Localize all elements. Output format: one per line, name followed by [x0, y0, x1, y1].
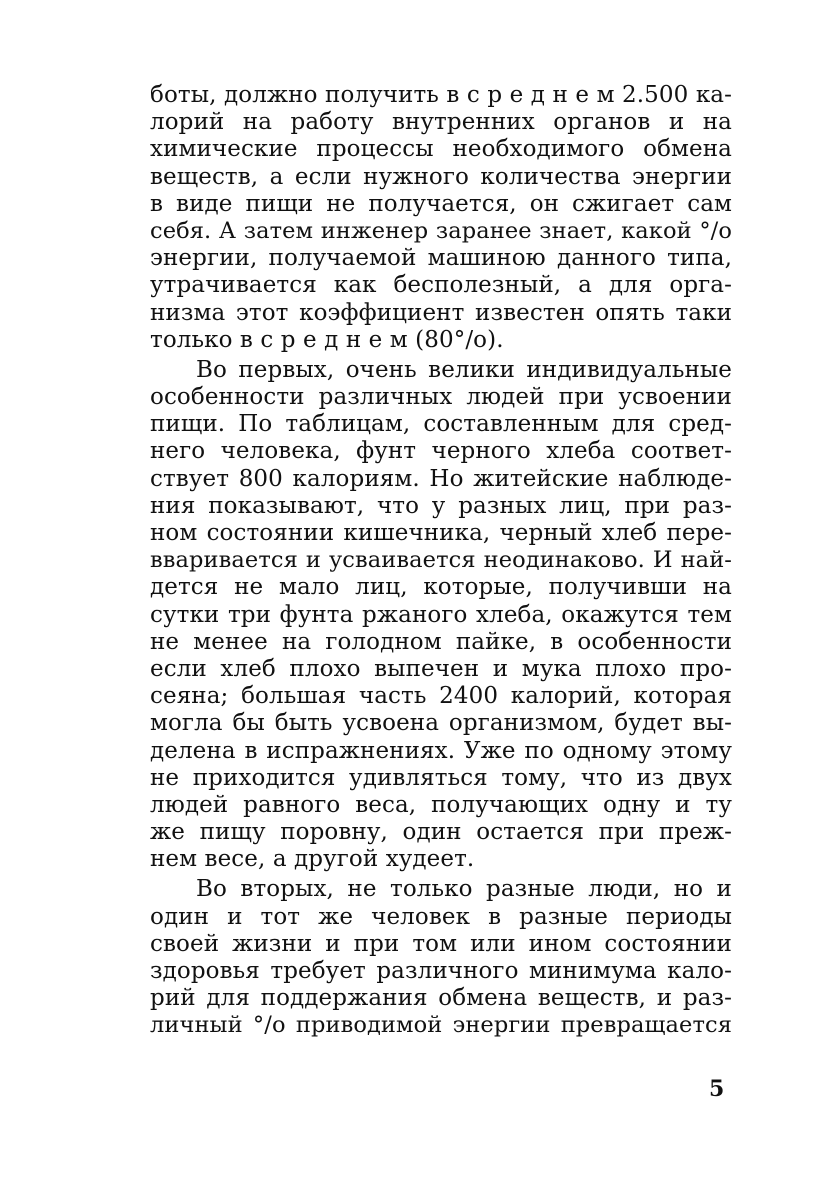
text-line: только в с р е д н е м (80°/о). — [150, 326, 504, 353]
text-line: один и тот же человек в разные периоды — [150, 903, 732, 930]
text-line: Во вторых, не только разные люди, но и — [196, 876, 732, 903]
text-line: утрачивается как бесполезный, а для орга- — [150, 272, 732, 299]
text-line: него человека, фунт черного хлеба соответ- — [150, 438, 732, 465]
text-line: боты, должно получить в с р е д н е м 2.500 ка- — [150, 82, 732, 108]
text-line: здоровья требует различного минимума кало- — [150, 958, 732, 984]
text-line: если хлеб плохо выпечен и мука плохо про- — [150, 655, 732, 682]
text-line: ствует 800 калориям. Но житейские наблюде- — [150, 465, 732, 492]
text-line: низма этот коэффициент известен опять таки — [150, 299, 732, 326]
text-line: вваривается и усваивается неодинаково. И най- — [150, 547, 732, 574]
text-line: нем весе, а другой худеет. — [150, 846, 475, 873]
text-line: не приходится удивляться тому, что из двух — [150, 764, 732, 791]
body-text — [150, 82, 732, 1040]
text-line: делена в испражнениях. Уже по одному этому — [150, 737, 732, 764]
paragraph-2 — [150, 357, 732, 874]
text-line: ном состоянии кишечника, черный хлеб пере- — [150, 520, 732, 546]
text-line: людей равного веса, получающих одну и ту — [150, 791, 732, 818]
paragraph-1 — [150, 82, 732, 354]
paragraph-3 — [150, 876, 732, 1039]
text-line: сеяна; большая часть 2400 калорий, которая — [150, 683, 732, 710]
text-line: своей жизни и при том или ином состоянии — [150, 930, 732, 957]
text-line: себя. А затем инженер заранее знает, какой °/о — [150, 217, 732, 244]
text-line: же пищу поровну, один остается при преж- — [150, 819, 732, 846]
text-line: ния показывают, что у разных лиц, при раз- — [150, 492, 732, 519]
text-line: сутки три фунта ржаного хлеба, окажутся тем — [150, 601, 732, 628]
text-line: лорий на работу внутренних органов и на — [150, 109, 732, 136]
text-line: в виде пищи не получается, он сжигает сам — [150, 190, 732, 217]
text-line: химические процессы необходимого обмена — [150, 136, 732, 163]
text-line: особенности различных людей при усвоении — [150, 384, 732, 411]
text-line: дется не мало лиц, которые, получивши на — [150, 574, 732, 601]
text-line: рий для поддержания обмена веществ, и раз- — [150, 985, 732, 1012]
page-number: 5 — [709, 1076, 725, 1102]
text-line: Во первых, очень велики индивидуальные — [196, 356, 732, 383]
text-line: пищи. По таблицам, составленным для сред- — [150, 411, 732, 438]
text-line: личный °/о приводимой энергии превращается — [150, 1012, 732, 1039]
text-line: могла бы быть усвоена организмом, будет вы- — [150, 710, 732, 737]
text-line: энергии, получаемой машиною данного типа, — [150, 245, 732, 272]
text-line: не менее на голодном пайке, в особенности — [150, 628, 732, 655]
text-line: веществ, а если нужного количества энергии — [150, 163, 732, 190]
